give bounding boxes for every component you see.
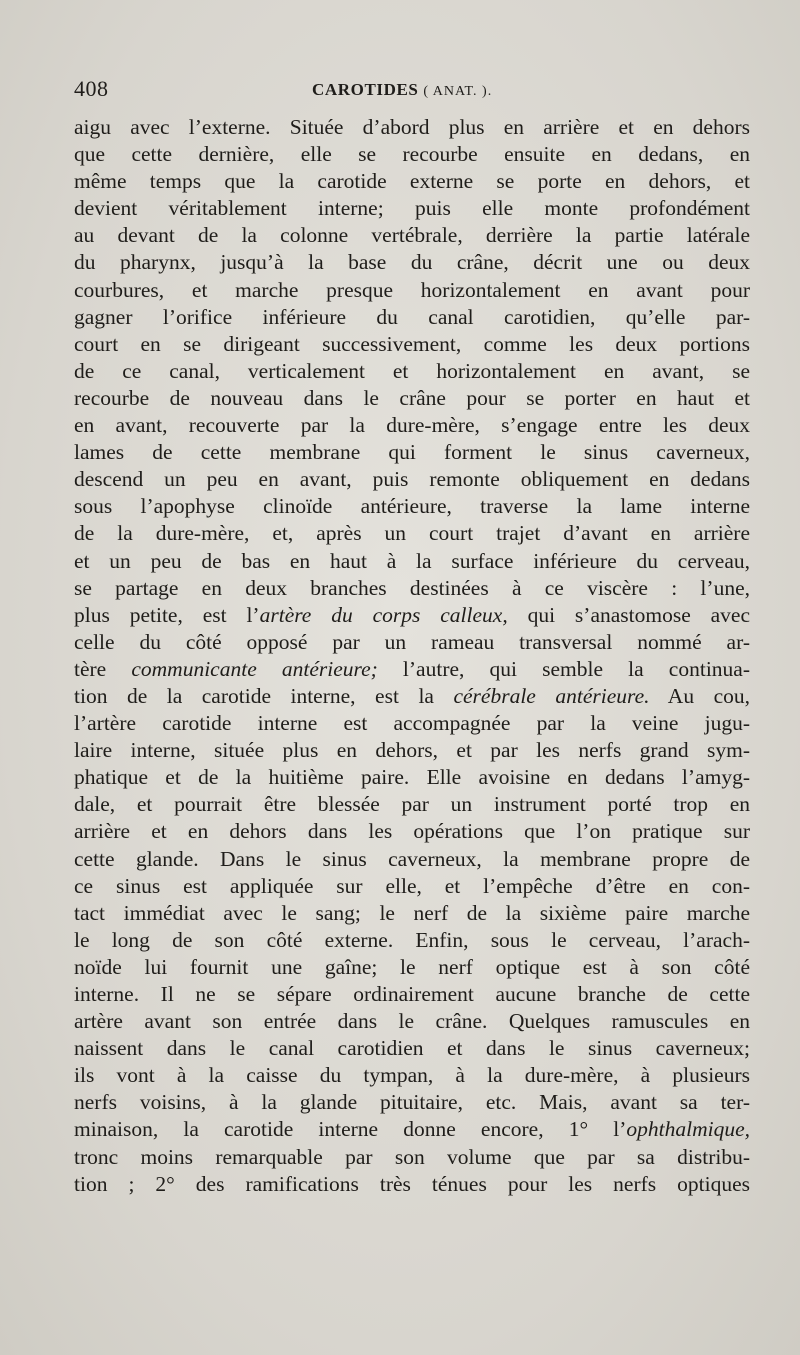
text-segment: l’artère carotide interne est accompagnée par la veine jugu- bbox=[74, 711, 750, 736]
text-segment: que cette dernière, elle se recourbe ensuite en dedans, en bbox=[74, 142, 750, 167]
text-line bbox=[74, 683, 750, 710]
text-segment: l’autre, qui semble la continua- bbox=[377, 656, 751, 681]
text-line bbox=[74, 900, 750, 927]
text-line bbox=[74, 602, 750, 629]
text-line bbox=[74, 249, 750, 276]
text-segment: tronc moins remarquable par son volume que par sa distribu- bbox=[74, 1144, 750, 1169]
text-line bbox=[74, 846, 750, 873]
text-segment: plus petite, est l’ bbox=[74, 602, 260, 627]
text-line bbox=[74, 195, 750, 222]
text-segment: tact immédiat avec le sang; le nerf de la sixième paire marche bbox=[74, 900, 750, 925]
text-segment: se partage en deux branches destinées à ce viscère : l’une, bbox=[74, 575, 750, 600]
text-segment: courbures, et marche presque horizontalement en avant pour bbox=[74, 277, 750, 302]
text-segment: naissent dans le canal carotidien et dans le sinus caverneux; bbox=[74, 1036, 750, 1061]
italic-term: ophthalmique, bbox=[626, 1117, 750, 1142]
body-text bbox=[74, 114, 750, 1198]
text-segment: minaison, la carotide interne donne encore, 1° l’ bbox=[74, 1117, 627, 1142]
text-line bbox=[74, 1144, 750, 1171]
text-line bbox=[74, 548, 750, 575]
text-line bbox=[74, 981, 750, 1008]
text-segment: qui s’anastomose avec bbox=[507, 602, 750, 627]
text-line bbox=[74, 1035, 750, 1062]
italic-term: cérébrale antérieure. bbox=[453, 683, 650, 708]
text-segment: artère avant son entrée dans le crâne. Quelques ramuscules en bbox=[74, 1009, 750, 1034]
text-line bbox=[74, 1089, 750, 1116]
text-segment: Au cou, bbox=[649, 683, 750, 708]
text-segment: cette glande. Dans le sinus caverneux, la membrane propre de bbox=[74, 846, 750, 871]
text-segment: nerfs voisins, à la glande pituitaire, etc. Mais, avant sa ter- bbox=[74, 1090, 750, 1115]
text-segment: recourbe de nouveau dans le crâne pour se porter en haut et bbox=[74, 385, 750, 410]
text-line bbox=[74, 520, 750, 547]
text-line bbox=[74, 385, 750, 412]
text-line bbox=[74, 1008, 750, 1035]
page-number: 408 bbox=[74, 76, 109, 101]
text-line bbox=[74, 1116, 750, 1143]
text-line bbox=[74, 1171, 750, 1198]
running-head-section: ( ANAT. ). bbox=[423, 84, 493, 99]
text-line bbox=[74, 764, 750, 791]
text-line bbox=[74, 466, 750, 493]
text-line bbox=[74, 331, 750, 358]
text-line bbox=[74, 954, 750, 981]
text-line bbox=[74, 1062, 750, 1089]
text-line bbox=[74, 737, 750, 764]
text-line bbox=[74, 168, 750, 195]
italic-term: artère du corps calleux, bbox=[259, 602, 508, 627]
text-segment: tion de la carotide interne, est la bbox=[74, 683, 454, 708]
italic-term: communicante antérieure; bbox=[131, 656, 378, 681]
text-line bbox=[74, 114, 750, 141]
text-segment: aigu avec l’externe. Située d’abord plus en arrière et en dehors bbox=[74, 115, 750, 139]
text-segment: tion ; 2° des ramifications très ténues pour les nerfs optiques bbox=[74, 1171, 750, 1196]
text-segment: en avant, recouverte par la dure-mère, s’engage entre les deux bbox=[74, 413, 750, 438]
text-line bbox=[74, 493, 750, 520]
text-line bbox=[74, 629, 750, 656]
text-segment: de ce canal, verticalement et horizontalement en avant, se bbox=[74, 358, 750, 383]
text-segment: dale, et pourrait être blessée par un instrument porté trop en bbox=[74, 792, 750, 817]
text-line bbox=[74, 656, 750, 683]
text-segment: laire interne, située plus en dehors, et par les nerfs grand sym- bbox=[74, 738, 750, 763]
text-segment: phatique et de la huitième paire. Elle avoisine en dedans l’amyg- bbox=[74, 765, 750, 790]
text-segment: gagner l’orifice inférieure du canal carotidien, qu’elle par- bbox=[74, 304, 750, 329]
text-segment: interne. Il ne se sépare ordinairement aucune branche de cette bbox=[74, 982, 750, 1006]
text-segment: et un peu de bas en haut à la surface inférieure du cerveau, bbox=[74, 548, 750, 573]
text-line bbox=[74, 439, 750, 466]
text-segment: arrière et en dehors dans les opérations que l’on pratique sur bbox=[74, 819, 750, 844]
text-segment: ce sinus est appliquée sur elle, et l’empêche d’être en con- bbox=[74, 873, 750, 898]
text-line bbox=[74, 222, 750, 249]
text-line bbox=[74, 141, 750, 168]
text-segment: le long de son côté externe. Enfin, sous le cerveau, l’arach- bbox=[74, 927, 750, 952]
text-line bbox=[74, 710, 750, 737]
text-line bbox=[74, 927, 750, 954]
text-line bbox=[74, 277, 750, 304]
text-segment: lames de cette membrane qui forment le sinus caverneux, bbox=[74, 440, 750, 465]
text-segment: tère bbox=[74, 656, 132, 681]
text-line bbox=[74, 818, 750, 845]
text-segment: sous l’apophyse clinoïde antérieure, traverse la lame interne bbox=[74, 494, 750, 519]
text-segment: au devant de la colonne vertébrale, derrière la partie latérale bbox=[74, 223, 750, 248]
running-head bbox=[312, 80, 492, 100]
running-head-title: CAROTIDES bbox=[312, 80, 419, 99]
text-segment: celle du côté opposé par un rameau transversal nommé ar- bbox=[74, 629, 750, 654]
text-segment: même temps que la carotide externe se porte en dehors, et bbox=[74, 169, 750, 194]
text-line bbox=[74, 873, 750, 900]
text-segment: du pharynx, jusqu’à la base du crâne, décrit une ou deux bbox=[74, 250, 750, 275]
text-segment: court en se dirigeant successivement, comme les deux portions bbox=[74, 331, 750, 356]
text-segment: devient véritablement interne; puis elle monte profondément bbox=[74, 196, 750, 221]
text-line bbox=[74, 791, 750, 818]
text-line bbox=[74, 575, 750, 602]
text-line bbox=[74, 412, 750, 439]
page-header bbox=[74, 76, 750, 106]
text-segment: descend un peu en avant, puis remonte obliquement en dedans bbox=[74, 467, 750, 492]
text-segment: ils vont à la caisse du tympan, à la dure-mère, à plusieurs bbox=[74, 1063, 750, 1088]
text-segment: noïde lui fournit une gaîne; le nerf optique est à son côté bbox=[74, 954, 750, 979]
text-line bbox=[74, 358, 750, 385]
text-line bbox=[74, 304, 750, 331]
text-segment: de la dure-mère, et, après un court trajet d’avant en arrière bbox=[74, 521, 750, 546]
